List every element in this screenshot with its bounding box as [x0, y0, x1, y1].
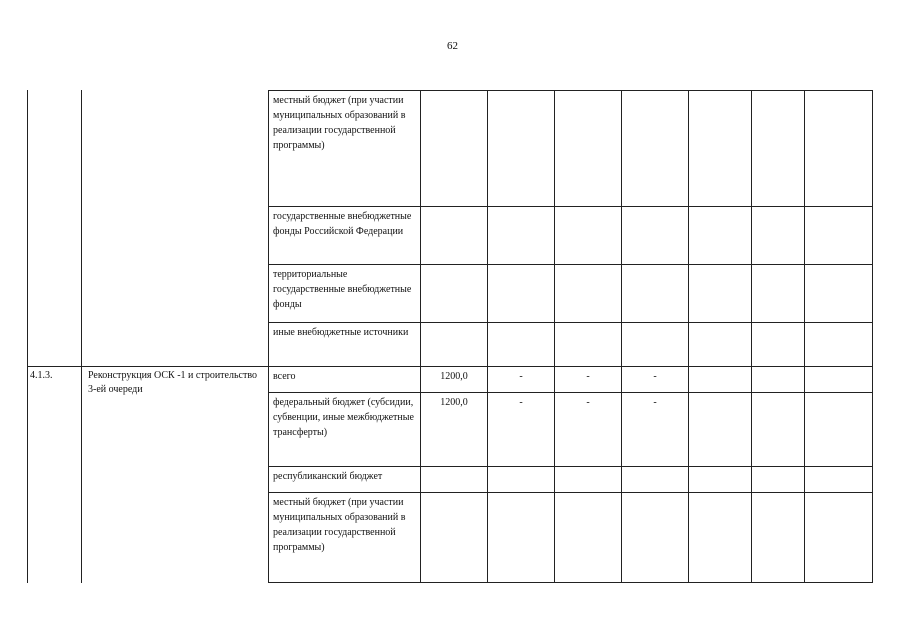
value-cell	[752, 393, 805, 467]
table-row	[269, 91, 873, 207]
table-cell	[689, 207, 752, 265]
table-cell	[421, 323, 488, 367]
table-cell	[752, 323, 805, 367]
table-row	[269, 493, 873, 583]
table-cell	[555, 207, 622, 265]
table-cell	[488, 207, 555, 265]
funding-source: всего	[269, 367, 421, 393]
table-cell	[805, 91, 873, 207]
code-column-divider	[81, 90, 82, 583]
table-cell	[421, 207, 488, 265]
value-cell: -	[488, 393, 555, 467]
table-cell	[622, 91, 689, 207]
value-cell: -	[622, 393, 689, 467]
value-cell	[421, 493, 488, 583]
value-cell	[555, 467, 622, 493]
table-cell	[622, 323, 689, 367]
table-row	[269, 265, 873, 323]
row-code: 4.1.3.	[30, 370, 53, 381]
funding-source: иные внебюджетные источники	[269, 323, 421, 367]
table-row	[269, 393, 873, 467]
value-cell: -	[555, 393, 622, 467]
table-cell	[488, 91, 555, 207]
table-cell	[752, 265, 805, 323]
value-cell	[555, 493, 622, 583]
value-cell	[622, 493, 689, 583]
table-cell	[622, 265, 689, 323]
table-row	[269, 367, 873, 393]
value-cell	[689, 493, 752, 583]
table-cell	[752, 91, 805, 207]
table-cell	[555, 323, 622, 367]
table-cell	[805, 207, 873, 265]
value-cell	[689, 467, 752, 493]
value-cell: -	[555, 367, 622, 393]
value-cell	[622, 467, 689, 493]
row-4-1-3-top-border	[27, 366, 269, 367]
table-cell	[689, 265, 752, 323]
table-cell	[488, 265, 555, 323]
table-cell	[689, 323, 752, 367]
table-row	[269, 467, 873, 493]
table-row	[269, 207, 873, 265]
page-number: 62	[447, 40, 458, 52]
value-cell	[689, 367, 752, 393]
value-cell	[421, 467, 488, 493]
value-cell	[488, 467, 555, 493]
value-cell	[805, 367, 873, 393]
value-cell: -	[622, 367, 689, 393]
value-cell	[752, 367, 805, 393]
value-cell: 1200,0	[421, 367, 488, 393]
table-cell	[555, 265, 622, 323]
value-cell	[752, 467, 805, 493]
value-cell	[805, 467, 873, 493]
row-title: Реконструкция ОСК -1 и строительство 3-ей очереди	[88, 370, 257, 395]
value-cell	[752, 493, 805, 583]
funding-source: федеральный бюджет (субсидии, субвенции, иные межбюджетные трансферты)	[269, 393, 421, 467]
table-cell	[689, 91, 752, 207]
table-cell	[805, 265, 873, 323]
table-cell	[488, 323, 555, 367]
value-cell	[488, 493, 555, 583]
table-cell	[555, 91, 622, 207]
table-cell	[421, 91, 488, 207]
funding-source: местный бюджет (при участии муниципальных образований в реализации государственной программы)	[269, 493, 421, 583]
funding-source: территориальные государственные внебюджетные фонды	[269, 265, 421, 323]
budget-table	[268, 90, 873, 583]
table-cell	[805, 323, 873, 367]
table-cell	[421, 265, 488, 323]
funding-source: местный бюджет (при участии муниципальных образований в реализации государственной программы)	[269, 91, 421, 207]
value-cell	[805, 393, 873, 467]
table-cell	[752, 207, 805, 265]
value-cell: -	[488, 367, 555, 393]
value-cell	[805, 493, 873, 583]
left-border-line	[27, 90, 28, 583]
funding-source: республиканский бюджет	[269, 467, 421, 493]
value-cell	[689, 393, 752, 467]
table-row	[269, 323, 873, 367]
value-cell: 1200,0	[421, 393, 488, 467]
table-cell	[622, 207, 689, 265]
funding-source: государственные внебюджетные фонды Российской Федерации	[269, 207, 421, 265]
